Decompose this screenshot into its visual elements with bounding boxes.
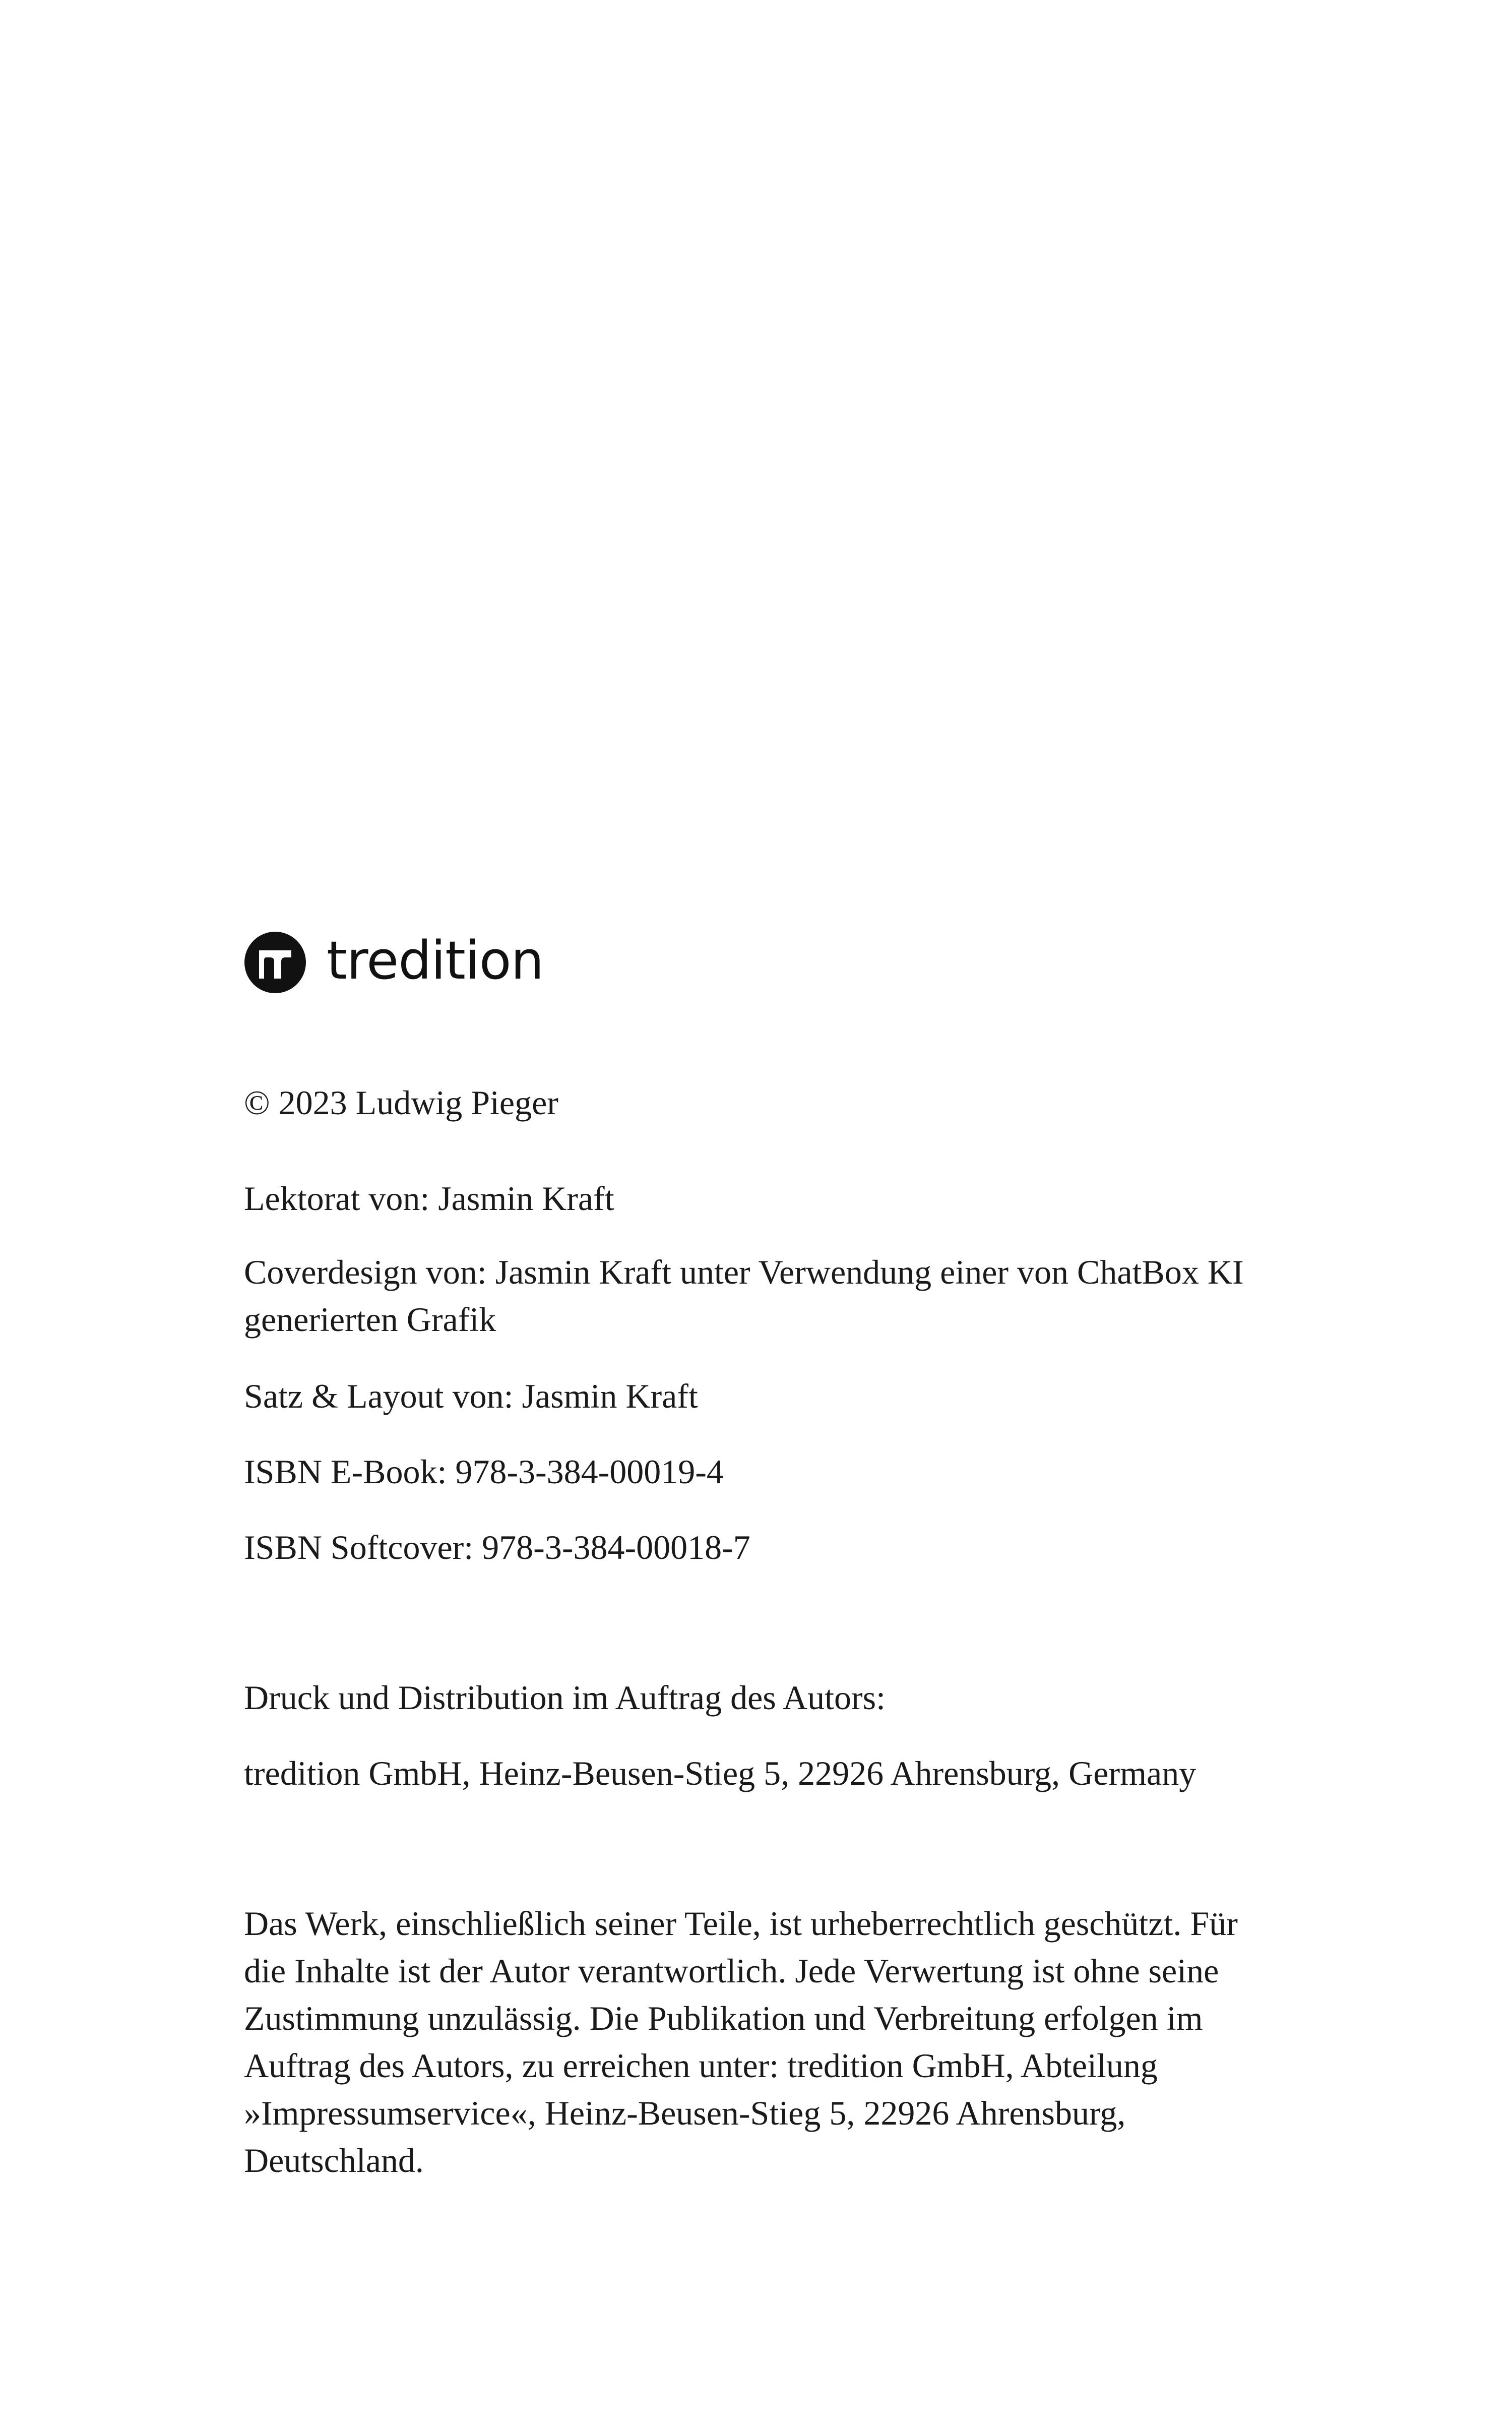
tredition-logo-icon [244, 931, 306, 994]
cover-credit [244, 1248, 1312, 1343]
legal-line: die Inhalte ist der Autor verantwortlich. Jede Verwertung ist ohne seine [244, 1952, 1219, 1990]
publisher-logo [244, 930, 543, 995]
copyright-line: © 2023 Ludwig Pieger [244, 1083, 558, 1122]
legal-line: Zustimmung unzulässig. Die Publikation und Verbreitung erfolgen im [244, 1999, 1203, 2037]
cover-credit-line: generierten Grafik [244, 1300, 496, 1339]
layout-credit: Satz & Layout von: Jasmin Kraft [244, 1377, 698, 1415]
distribution-address: tredition GmbH, Heinz-Beusen-Stieg 5, 22926 Ahrensburg, Germany [244, 1754, 1196, 1792]
legal-line: Das Werk, einschließlich seiner Teile, ist urheberrechtlich geschützt. Für [244, 1904, 1238, 1943]
publisher-wordmark: tredition [327, 930, 544, 991]
legal-line: »Impressumservice«, Heinz-Beusen-Stieg 5, 22926 Ahrensburg, [244, 2094, 1126, 2132]
editing-credit: Lektorat von: Jasmin Kraft [244, 1179, 614, 1218]
legal-notice [244, 1900, 1312, 2184]
isbn-ebook: ISBN E-Book: 978-3-384-00019-4 [244, 1453, 724, 1491]
isbn-softcover: ISBN Softcover: 978-3-384-00018-7 [244, 1528, 750, 1566]
legal-line: Auftrag des Autors, zu erreichen unter: tredition GmbH, Abteilung [244, 2046, 1158, 2085]
legal-line: Deutschland. [244, 2141, 424, 2180]
cover-credit-line: Coverdesign von: Jasmin Kraft unter Verwendung einer von ChatBox KI [244, 1253, 1244, 1291]
distribution-heading: Druck und Distribution im Auftrag des Autors: [244, 1678, 886, 1717]
